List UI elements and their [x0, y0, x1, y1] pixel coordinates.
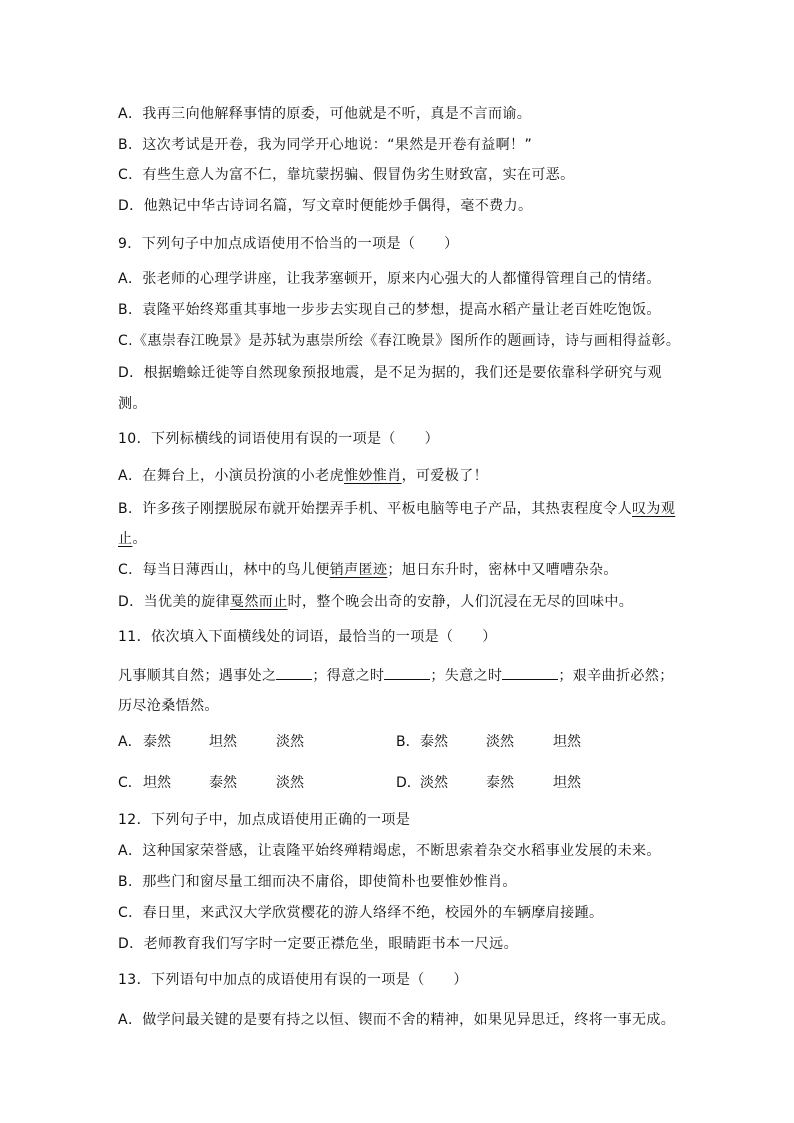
q8-option-c: C．有些生意人为富不仁，靠坑蒙拐骗、假冒伪劣生财致富，实在可恶。	[118, 167, 575, 183]
q11-option-c-word2: 泰然	[209, 775, 237, 791]
q10-option-b-cont	[118, 530, 147, 548]
q10c-text-end: ；旭日东升时，密林中又嘈嘈杂杂。	[387, 562, 618, 578]
q10a-underlined: 惟妙惟肖	[343, 468, 402, 484]
q10d-text-end: 时，整个晚会出奇的安静，人们沉浸在无尽的回味中。	[287, 594, 634, 610]
q12-option-b: B．那些门和窗尽量工细而决不庸俗，即使简朴也要惟妙惟肖。	[118, 874, 517, 890]
fill-blank-1[interactable]	[276, 665, 312, 680]
q11-stem: 11．依次填入下面横线处的词语，最恰当的一项是（ ）	[118, 629, 497, 645]
q10c-underlined: 销声匿迹	[329, 562, 388, 578]
q11-option-a-word3: 淡然	[276, 734, 304, 750]
q11-option-a-word2: 坦然	[209, 734, 237, 750]
q12-stem: 12．下列句子中，加点成语使用正确的一项是	[118, 812, 411, 828]
q10b-text: B．许多孩子刚摆脱尿布就开始摆弄手机、平板电脑等电子产品，其热衷程度令人	[118, 501, 633, 517]
q13-option-a: A．做学问最关键的是要有持之以恒、锲而不舍的精神，如果见异思迁，终将一事无成。	[118, 1012, 676, 1028]
q10-stem: 10．下列标横线的词语使用有误的一项是（ ）	[118, 431, 440, 447]
q10d-text: D．当优美的旋律	[118, 594, 230, 610]
q10c-text: C．每当日薄西山，林中的鸟儿便	[118, 562, 330, 578]
q11-option-b-word2: 淡然	[486, 734, 514, 750]
q11-option-d-word3: 坦然	[553, 775, 581, 791]
fill-blank-3[interactable]	[502, 665, 558, 680]
q8-option-b: B．这次考试是开卷，我为同学开心地说：“果然是开卷有益啊！”	[118, 137, 533, 153]
q10-option-a	[118, 467, 488, 485]
q11-option-c-word1: 坦然	[143, 775, 171, 791]
q11-text-3: ；失意之时	[430, 668, 503, 684]
q11-option-d-label: D．	[396, 775, 421, 791]
q9-stem: 9．下列句子中加点成语使用不恰当的一项是（ ）	[118, 236, 459, 252]
q13-stem: 13．下列语句中加点的成语使用有误的一项是（ ）	[118, 972, 468, 988]
q8-option-d: D．他熟记中华古诗词名篇，写文章时便能炒手偶得，毫不费力。	[118, 198, 533, 214]
q9-option-d-cont: 测。	[118, 396, 147, 412]
fill-blank-2[interactable]	[384, 665, 430, 680]
q8-option-a: A．我再三向他解释事情的原委，可他就是不听，真是不言而谕。	[118, 106, 532, 122]
q11-option-d-word1: 淡然	[420, 775, 448, 791]
q9-option-b: B．袁隆平始终郑重其事地一步步去实现自己的梦想，提高水稻产量让老百姓吃饱饭。	[118, 302, 661, 318]
q10-option-d	[118, 593, 633, 611]
q10-option-c	[118, 561, 618, 579]
q10b-underlined: 叹为观	[632, 501, 676, 517]
q10a-text: A．在舞台上，小演员扮演的小老虎	[118, 468, 344, 484]
q9-option-d: D．根据蟾蜍迁徙等自然现象预报地震，是不足为据的，我们还是要依靠科学研究与观	[118, 365, 662, 381]
q11-option-b-word3: 坦然	[553, 734, 581, 750]
q10b-text-end: 。	[132, 531, 147, 547]
q11-text-1: 凡事顺其自然；遇事处之	[118, 668, 277, 684]
q11-sentence-cont: 历尽沧桑悟然。	[118, 698, 219, 714]
q9-option-c: C.《惠崇春江晚景》是苏轼为惠崇所绘《春江晚景》图所作的题画诗，诗与画相得益彰。	[118, 333, 681, 349]
q10a-text-end: ，可爱极了！	[401, 468, 488, 484]
q11-option-a-label: A．	[118, 734, 142, 750]
q11-text-2: ；得意之时	[312, 668, 385, 684]
q12-option-d: D．老师教育我们写字时一定要正襟危坐，眼睛距书本一尺远。	[118, 936, 518, 952]
q11-option-c-label: C．	[118, 775, 142, 791]
q11-text-4: ；艰辛曲折必然；	[558, 668, 674, 684]
q10b-underlined-cont: 止	[118, 531, 133, 547]
q11-option-a-word1: 泰然	[143, 734, 171, 750]
q10d-underlined: 戛然而止	[229, 594, 288, 610]
q11-option-b-label: B．	[396, 734, 420, 750]
q9-option-a: A．张老师的心理学讲座，让我茅塞顿开，原来内心强大的人都懂得管理自己的情绪。	[118, 271, 661, 287]
q12-option-c: C．春日里，来武汉大学欣赏樱花的游人络绎不绝，校园外的车辆摩肩接踵。	[118, 905, 604, 921]
q11-sentence	[118, 665, 674, 685]
q11-option-b-word1: 泰然	[420, 734, 448, 750]
q10-option-b	[118, 500, 675, 518]
q11-option-d-word2: 泰然	[486, 775, 514, 791]
q12-option-a: A．这种国家荣誉感，让袁隆平始终殚精竭虑，不断思索着杂交水稻事业发展的未来。	[118, 843, 661, 859]
q11-option-c-word3: 淡然	[276, 775, 304, 791]
